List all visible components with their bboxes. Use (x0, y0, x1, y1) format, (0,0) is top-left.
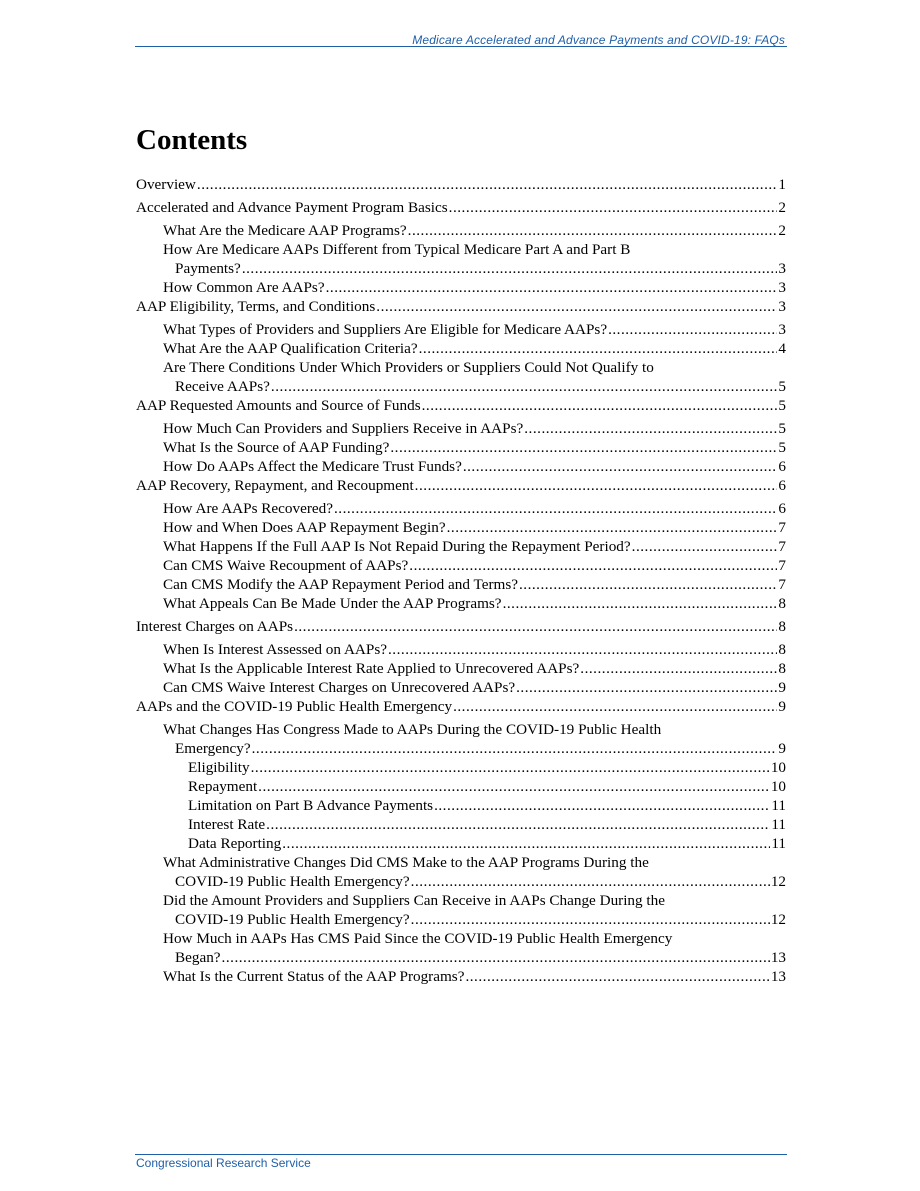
toc-entry[interactable] (136, 594, 786, 613)
dot-leader (434, 796, 770, 815)
toc-page-number: 6 (778, 458, 786, 475)
toc-page-number: 7 (778, 538, 786, 555)
toc-entry-title-line1: What Changes Has Congress Made to AAPs During the COVID-19 Public Health (163, 721, 662, 738)
toc-entry-title: AAP Requested Amounts and Source of Funds (136, 397, 421, 414)
toc-entry-title: Can CMS Waive Interest Charges on Unrecovered AAPs? (163, 679, 516, 696)
toc-page-number: 5 (778, 439, 786, 456)
toc-page-number: 6 (778, 477, 786, 494)
toc-page-number: 9 (778, 679, 786, 696)
toc-page-number: 10 (770, 778, 786, 795)
toc-entry-title-line1: Did the Amount Providers and Suppliers Can Receive in AAPs Change During the (163, 892, 665, 909)
dot-leader (222, 948, 770, 967)
toc-entry[interactable] (136, 240, 786, 278)
toc-entry[interactable] (136, 758, 786, 777)
dot-leader (242, 259, 778, 278)
toc-entry[interactable] (136, 929, 786, 967)
toc-entry[interactable] (136, 175, 786, 194)
dot-leader (282, 834, 770, 853)
toc-page-number: 13 (770, 949, 786, 966)
toc-entry[interactable] (136, 518, 786, 537)
dot-leader (463, 457, 778, 476)
toc-entry[interactable] (136, 297, 786, 316)
toc-entry[interactable] (136, 537, 786, 556)
toc-entry[interactable] (136, 320, 786, 339)
dot-leader (390, 438, 777, 457)
toc-entry[interactable] (136, 815, 786, 834)
dot-leader (419, 339, 778, 358)
toc-page-number: 13 (770, 968, 786, 985)
toc-entry-title: Interest Charges on AAPs (136, 618, 294, 635)
toc-entry-title: Emergency? (175, 740, 251, 757)
dot-leader (376, 297, 777, 316)
toc-entry-title: How Common Are AAPs? (163, 279, 325, 296)
toc-entry-title-line1: How Are Medicare AAPs Different from Typical Medicare Part A and Part B (163, 241, 631, 258)
toc-entry-title: AAP Eligibility, Terms, and Conditions (136, 298, 376, 315)
toc-page-number: 6 (778, 500, 786, 517)
dot-leader (252, 739, 778, 758)
dot-leader (294, 617, 777, 636)
dot-leader (465, 967, 769, 986)
toc-page-number: 12 (770, 873, 786, 890)
toc-entry-title: Can CMS Modify the AAP Repayment Period and Terms? (163, 576, 518, 593)
dot-leader (334, 499, 777, 518)
toc-entry[interactable] (136, 796, 786, 815)
header-rule (135, 46, 787, 47)
toc-entry-title: When Is Interest Assessed on AAPs? (163, 641, 387, 658)
toc-page-number: 5 (778, 420, 786, 437)
toc-entry-title: What Happens If the Full AAP Is Not Repaid During the Repayment Period? (163, 538, 631, 555)
toc-page-number: 4 (778, 340, 786, 357)
dot-leader (258, 777, 770, 796)
toc-page-number: 2 (778, 199, 786, 216)
toc-page-number: 9 (778, 740, 786, 757)
toc-entry[interactable] (136, 834, 786, 853)
toc-entry-title: Began? (175, 949, 221, 966)
dot-leader (388, 640, 777, 659)
toc-page-number: 9 (778, 698, 786, 715)
toc-entry-title: Can CMS Waive Recoupment of AAPs? (163, 557, 409, 574)
toc-entry-title: COVID-19 Public Health Emergency? (175, 911, 410, 928)
toc-entry-title: What Is the Source of AAP Funding? (163, 439, 390, 456)
toc-entry-title: How and When Does AAP Repayment Begin? (163, 519, 446, 536)
toc-page-number: 5 (778, 397, 786, 414)
table-of-contents (136, 175, 786, 986)
toc-entry-title: AAPs and the COVID-19 Public Health Emergency (136, 698, 453, 715)
toc-page-number: 2 (778, 222, 786, 239)
toc-entry-title: What Types of Providers and Suppliers Are Eligible for Medicare AAPs? (163, 321, 608, 338)
footer-rule (135, 1154, 787, 1155)
dot-leader (447, 518, 778, 537)
page-title: Contents (136, 124, 248, 156)
toc-entry[interactable] (136, 438, 786, 457)
toc-page-number: 7 (778, 557, 786, 574)
toc-entry[interactable] (136, 697, 786, 716)
toc-entry[interactable] (136, 419, 786, 438)
dot-leader (271, 377, 778, 396)
dot-leader (580, 659, 777, 678)
toc-page-number: 3 (778, 260, 786, 277)
toc-page-number: 8 (778, 618, 786, 635)
toc-entry[interactable] (136, 720, 786, 758)
dot-leader (251, 758, 770, 777)
toc-entry[interactable] (136, 891, 786, 929)
toc-entry[interactable] (136, 967, 786, 986)
toc-page-number: 3 (778, 321, 786, 338)
toc-page-number: 8 (778, 641, 786, 658)
toc-page-number: 5 (778, 378, 786, 395)
toc-entry-title: What Is the Current Status of the AAP Programs? (163, 968, 465, 985)
toc-entry-title: Limitation on Part B Advance Payments (188, 797, 434, 814)
dot-leader (632, 537, 778, 556)
dot-leader (408, 221, 778, 240)
toc-entry[interactable] (136, 339, 786, 358)
toc-page-number: 1 (778, 176, 786, 193)
toc-entry-title-line1: Are There Conditions Under Which Providers or Suppliers Could Not Qualify to (163, 359, 654, 376)
dot-leader (411, 872, 770, 891)
toc-page-number: 12 (770, 911, 786, 928)
toc-page-number: 11 (771, 797, 786, 814)
toc-entry-title: AAP Recovery, Repayment, and Recoupment (136, 477, 414, 494)
toc-entry-title: Repayment (188, 778, 258, 795)
toc-entry[interactable] (136, 278, 786, 297)
toc-entry[interactable] (136, 358, 786, 396)
footer-source: Congressional Research Service (136, 1156, 311, 1170)
toc-entry-title: How Do AAPs Affect the Medicare Trust Funds? (163, 458, 462, 475)
toc-entry[interactable] (136, 396, 786, 415)
toc-entry-title: How Are AAPs Recovered? (163, 500, 333, 517)
toc-entry-title: Interest Rate (188, 816, 266, 833)
dot-leader (409, 556, 777, 575)
toc-entry-title: COVID-19 Public Health Emergency? (175, 873, 410, 890)
toc-entry[interactable] (136, 659, 786, 678)
dot-leader (415, 476, 778, 495)
toc-entry[interactable] (136, 617, 786, 636)
toc-page-number: 10 (770, 759, 786, 776)
toc-entry[interactable] (136, 575, 786, 594)
toc-entry-title: What Is the Applicable Interest Rate Applied to Unrecovered AAPs? (163, 660, 580, 677)
toc-entry-title: Accelerated and Advance Payment Program Basics (136, 199, 448, 216)
dot-leader (608, 320, 777, 339)
toc-page-number: 7 (778, 576, 786, 593)
dot-leader (519, 575, 777, 594)
dot-leader (266, 815, 770, 834)
toc-page-number: 8 (778, 660, 786, 677)
toc-entry[interactable] (136, 640, 786, 659)
toc-entry-title: What Are the Medicare AAP Programs? (163, 222, 407, 239)
dot-leader (453, 697, 777, 716)
toc-entry[interactable] (136, 476, 786, 495)
toc-entry-title-line1: How Much in AAPs Has CMS Paid Since the COVID-19 Public Health Emergency (163, 930, 673, 947)
toc-page-number: 3 (778, 279, 786, 296)
toc-page-number: 11 (771, 816, 786, 833)
running-header: Medicare Accelerated and Advance Payments and COVID-19: FAQs (412, 33, 785, 47)
dot-leader (422, 396, 778, 415)
dot-leader (524, 419, 777, 438)
toc-entry[interactable] (136, 556, 786, 575)
toc-entry-title: How Much Can Providers and Suppliers Receive in AAPs? (163, 420, 524, 437)
dot-leader (326, 278, 778, 297)
toc-entry-title: Data Reporting (188, 835, 282, 852)
toc-entry[interactable] (136, 221, 786, 240)
dot-leader (516, 678, 777, 697)
toc-entry-title: What Appeals Can Be Made Under the AAP Programs? (163, 595, 502, 612)
dot-leader (411, 910, 770, 929)
toc-page-number: 3 (778, 298, 786, 315)
toc-entry[interactable] (136, 198, 786, 217)
toc-entry[interactable] (136, 457, 786, 476)
toc-entry-title: Payments? (175, 260, 241, 277)
toc-entry[interactable] (136, 499, 786, 518)
toc-entry[interactable] (136, 853, 786, 891)
dot-leader (503, 594, 778, 613)
toc-entry-title: Receive AAPs? (175, 378, 270, 395)
toc-entry-title: Overview (136, 176, 196, 193)
toc-entry-title: What Are the AAP Qualification Criteria? (163, 340, 418, 357)
dot-leader (449, 198, 778, 217)
toc-entry-title: Eligibility (188, 759, 250, 776)
dot-leader (197, 175, 778, 194)
toc-page-number: 7 (778, 519, 786, 536)
toc-entry[interactable] (136, 678, 786, 697)
toc-entry-title-line1: What Administrative Changes Did CMS Make to the AAP Programs During the (163, 854, 649, 871)
toc-page-number: 11 (771, 835, 786, 852)
toc-entry[interactable] (136, 777, 786, 796)
toc-page-number: 8 (778, 595, 786, 612)
